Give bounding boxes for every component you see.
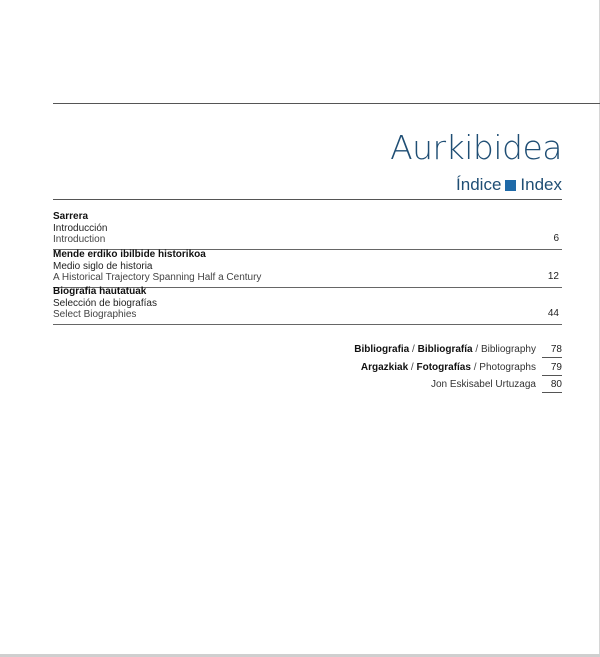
square-bullet-icon [505, 180, 516, 191]
entry-title-en: A Historical Trajectory Spanning Half a Century [53, 272, 262, 283]
entry-title-es: Medio siglo de historia [53, 260, 153, 272]
subtitle-en: Index [520, 175, 562, 194]
toc-entry-bibliografia[interactable] [354, 344, 562, 358]
separator: / [410, 362, 414, 373]
entry-page-number: 79 [542, 362, 562, 376]
page-subtitle [456, 175, 562, 195]
entry-title-es: Bibliografía [417, 344, 473, 355]
separator: / [412, 344, 415, 355]
toc-entry-author[interactable] [431, 379, 562, 393]
entry-title-es: Introducción [53, 222, 108, 234]
top-rule [53, 103, 600, 104]
entry-title-en: Bibliography [480, 344, 536, 355]
title-rule [53, 199, 562, 200]
entry-page-number: 12 [547, 271, 559, 282]
entry-title-eu: Mende erdiko ibilbide historikoa [53, 249, 206, 260]
entry-rule [53, 324, 562, 325]
entry-page-number: 44 [547, 308, 559, 319]
entry-page-number: 6 [553, 233, 559, 244]
page-title: Aurkibidea [390, 128, 562, 167]
entry-title-en: Introduction [53, 234, 106, 245]
entry-title-eu: Sarrera [53, 211, 89, 222]
separator: / [473, 362, 477, 373]
entry-title-eu: Biografia hautatuak [53, 286, 147, 297]
toc-entry-argazkiak[interactable] [361, 362, 562, 376]
separator: / [475, 344, 479, 355]
entry-title-es: Fotografías [416, 362, 471, 373]
entry-title-eu: Argazkiak [360, 362, 409, 373]
entry-title-es: Selección de biografías [53, 297, 157, 309]
subtitle-es: Índice [456, 175, 502, 194]
toc-entry-biografia[interactable] [53, 286, 562, 321]
entry-page-number: 78 [542, 344, 562, 358]
author-name: Jon Eskisabel Urtuzaga [430, 379, 536, 390]
toc-entry-mende-erdiko[interactable] [53, 249, 562, 284]
entry-title-en: Photographs [479, 362, 536, 373]
entry-page-number: 80 [542, 379, 562, 393]
entry-title-en: Select Biographies [53, 309, 137, 320]
toc-entry-sarrera[interactable] [53, 211, 562, 246]
entry-title-eu: Bibliografia [354, 344, 410, 355]
